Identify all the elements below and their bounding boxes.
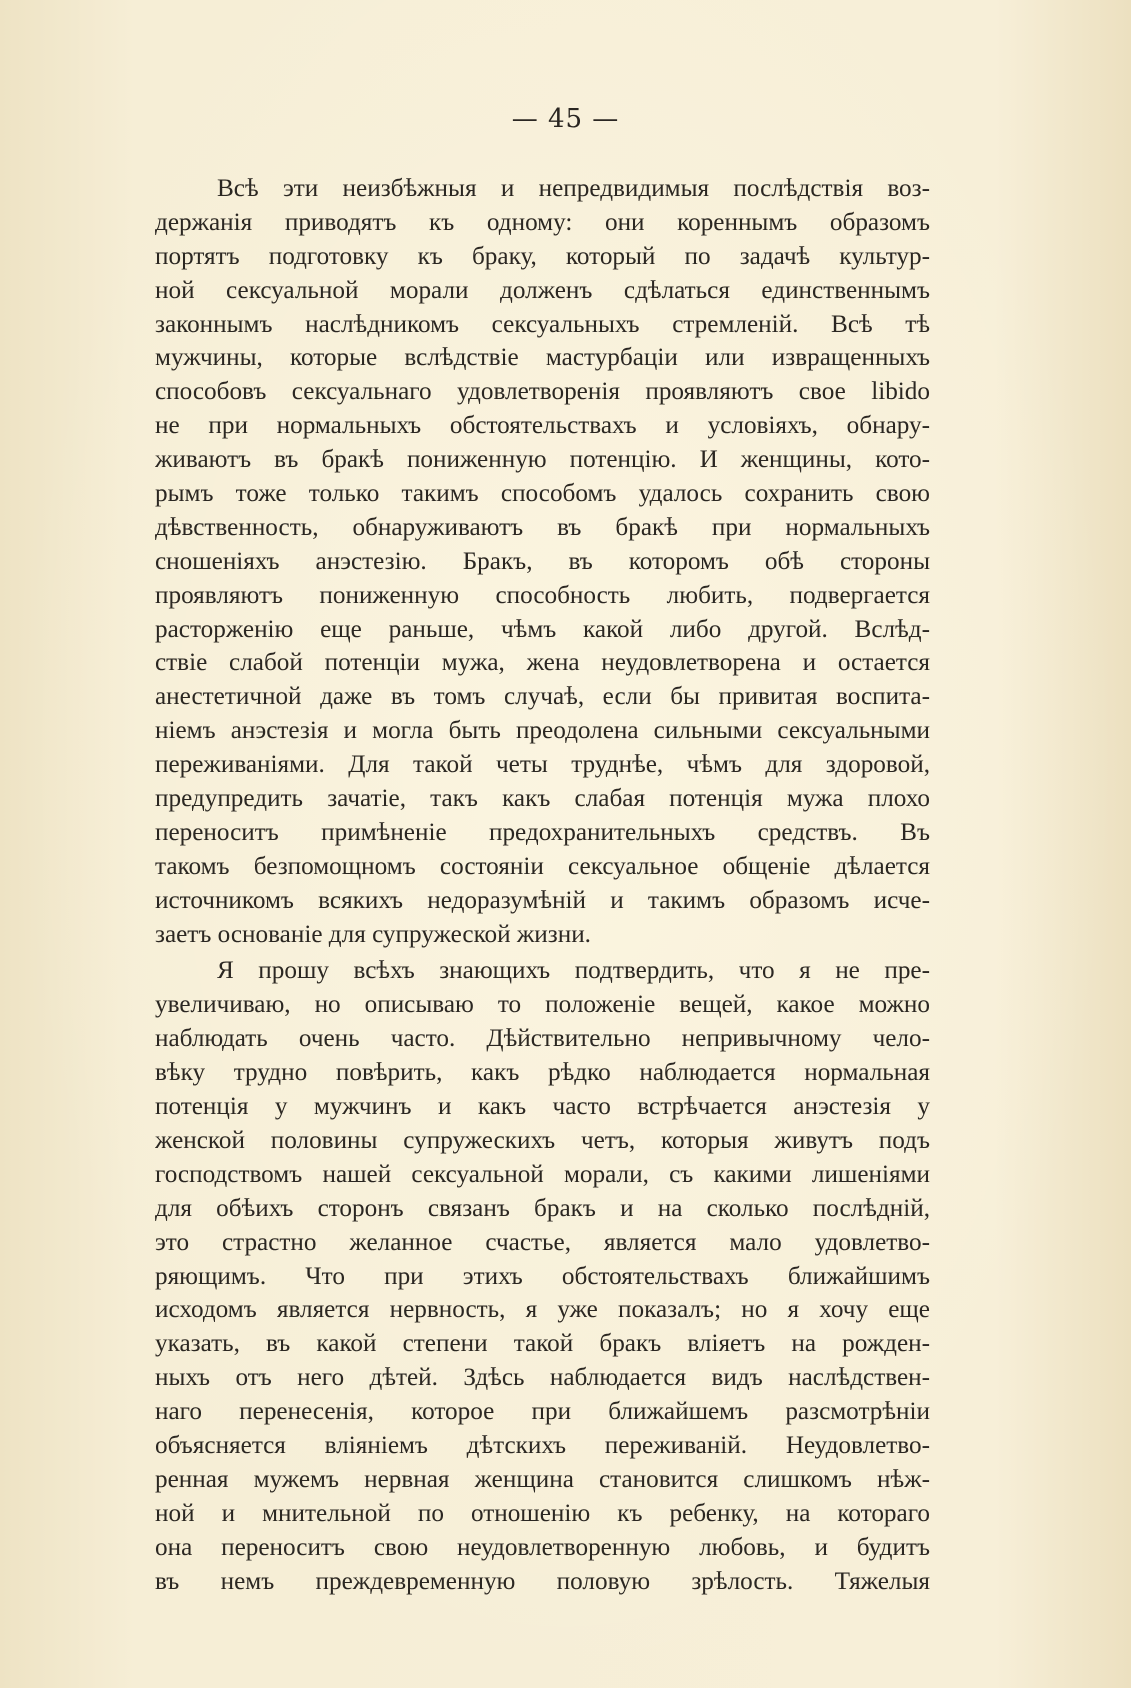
text-line: законнымъ наслѣдникомъ сексуальныхъ стремленій. Всѣ тѣ [155, 310, 930, 338]
text-line: источникомъ всякихъ недоразумѣній и такимъ образомъ исче- [155, 886, 930, 914]
text-line: рымъ тоже только такимъ способомъ удалось сохранить свою [155, 480, 930, 508]
text-line: женской половины супружескихъ четъ, которыя живутъ подъ [155, 1126, 930, 1154]
text-line: такомъ безпомощномъ состояніи сексуальное общеніе дѣлается [155, 852, 930, 880]
text-line: проявляютъ пониженную способность любить, подвергается [155, 581, 930, 609]
text-line: Всѣ эти неизбѣжныя и непредвидимыя послѣдствія воз- [217, 175, 930, 202]
text-line: живаютъ въ бракѣ пониженную потенцію. И женщины, кото- [155, 446, 930, 474]
text-line: мужчины, которые вслѣдствіе мастурбаціи или извращенныхъ [155, 344, 930, 372]
text-line: способовъ сексуальнаго удовлетворенія проявляютъ свое libido [155, 378, 930, 406]
text-line: анестетичной даже въ томъ случаѣ, если бы привитая воспита- [155, 683, 930, 711]
text-line: ной сексуальной морали долженъ сдѣлаться единственнымъ [155, 276, 930, 304]
text-line: исходомъ является нервность, я уже показалъ; но я хочу еще [155, 1296, 930, 1324]
text-line: указать, въ какой степени такой бракъ вліяетъ на рожден- [155, 1330, 930, 1358]
text-line: сношеніяхъ анэстезію. Бракъ, въ которомъ обѣ стороны [155, 547, 930, 575]
text-line: держанія приводятъ къ одному: они кореннымъ образомъ [155, 208, 930, 236]
text-line: господствомъ нашей сексуальной морали, съ какими лишеніями [155, 1160, 930, 1188]
text-line: для обѣихъ сторонъ связанъ бракъ и на сколько послѣдній, [155, 1194, 930, 1222]
text-line: она переноситъ свою неудовлетворенную любовь, и будитъ [155, 1533, 930, 1561]
text-line: расторженію еще раньше, чѣмъ какой либо другой. Вслѣд- [155, 615, 930, 643]
text-line: ряющимъ. Что при этихъ обстоятельствахъ ближайшимъ [155, 1262, 930, 1290]
text-line: объясняется вліяніемъ дѣтскихъ переживаній. Неудовлетво- [155, 1431, 930, 1459]
text-line: дѣвственность, обнаруживаютъ въ бракѣ при нормальныхъ [155, 513, 930, 541]
text-line: ной и мнительной по отношенію къ ребенку, на котораго [155, 1499, 930, 1527]
body-text [155, 172, 930, 1601]
text-line: потенція у мужчинъ и какъ часто встрѣчается анэстезія у [155, 1093, 930, 1121]
paragraph [155, 172, 930, 951]
text-line: въ немъ преждевременную половую зрѣлость. Тяжелыя [155, 1567, 930, 1595]
paragraph [155, 954, 930, 1598]
text-line: Я прошу всѣхъ знающихъ подтвердить, что я не пре- [217, 957, 930, 985]
text-line: ныхъ отъ него дѣтей. Здѣсь наблюдается видъ наслѣдствен- [155, 1364, 930, 1392]
text-line: это страстно желанное счастье, является мало удовлетво- [155, 1228, 930, 1256]
page-number: — 45 — [511, 104, 620, 134]
text-line: предупредить зачатіе, такъ какъ слабая потенція мужа плохо [155, 785, 930, 813]
text-line: ніемъ анэстезія и могла быть преодолена сильными сексуальными [155, 717, 930, 745]
text-line: наго перенесенія, которое при ближайшемъ разсмотрѣніи [155, 1398, 930, 1426]
text-line: ренная мужемъ нервная женщина становится слишкомъ нѣж- [155, 1465, 930, 1493]
text-line: переживаніями. Для такой четы труднѣе, чѣмъ для здоровой, [155, 751, 930, 779]
text-line: ствіе слабой потенціи мужа, жена неудовлетворена и остается [155, 649, 930, 677]
text-line: наблюдать очень часто. Дѣйствительно непривычному чело- [155, 1025, 930, 1053]
text-line: портятъ подготовку къ браку, который по задачѣ культур- [155, 242, 930, 270]
text-line: вѣку трудно повѣрить, какъ рѣдко наблюдается нормальная [155, 1059, 930, 1087]
text-line: переноситъ примѣненіе предохранительныхъ средствъ. Въ [155, 818, 930, 846]
text-line: не при нормальныхъ обстоятельствахъ и условіяхъ, обнару- [155, 412, 930, 440]
text-line: заетъ основаніе для супружеской жизни. [155, 920, 591, 948]
text-line: увеличиваю, но описываю то положеніе вещей, какое можно [155, 991, 930, 1019]
